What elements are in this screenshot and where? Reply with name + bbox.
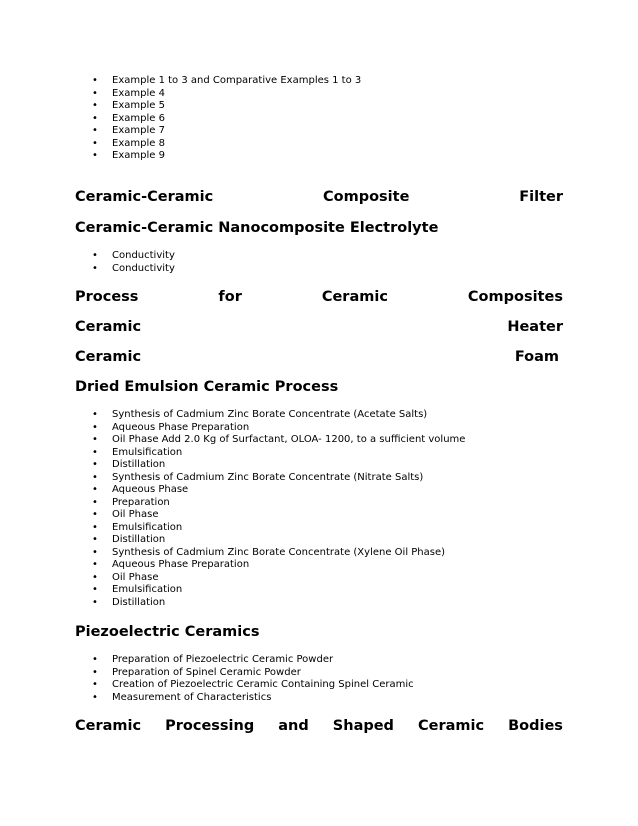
heading-word: Ceramic bbox=[75, 319, 142, 335]
list-item-text: Synthesis of Cadmium Zinc Borate Concentrate (Nitrate Salts) bbox=[112, 471, 424, 483]
bullet-icon: • bbox=[92, 87, 98, 99]
list-item bbox=[0, 597, 465, 610]
bullet-icon: • bbox=[92, 691, 98, 703]
bullet-icon: • bbox=[92, 571, 98, 583]
list-item-text: Synthesis of Cadmium Zinc Borate Concentrate (Xylene Oil Phase) bbox=[112, 546, 446, 558]
list-item bbox=[0, 113, 361, 126]
list-item-text: Oil Phase bbox=[112, 571, 159, 583]
bullet-icon: • bbox=[92, 250, 98, 261]
list-item bbox=[0, 559, 465, 572]
heading-word: Shaped bbox=[332, 718, 394, 734]
list-item bbox=[0, 409, 465, 422]
heading-ceramic-ceramic-composite-filter bbox=[75, 188, 563, 206]
list-item-text: Conductivity bbox=[112, 262, 175, 274]
list-item bbox=[0, 572, 465, 585]
heading-word: Ceramic bbox=[321, 289, 388, 305]
heading-word: Processing bbox=[165, 718, 255, 734]
list-item-text: Example 5 bbox=[112, 100, 165, 111]
heading-word: for bbox=[218, 289, 242, 305]
list-item-text: Synthesis of Cadmium Zinc Borate Concentrate (Acetate Salts) bbox=[112, 409, 428, 420]
list-item-text: Example 4 bbox=[112, 87, 165, 99]
bullet-icon: • bbox=[92, 546, 98, 558]
list-item-text: Distillation bbox=[112, 534, 166, 545]
bullet-icon: • bbox=[92, 262, 98, 274]
list-item bbox=[0, 138, 361, 151]
bullet-icon: • bbox=[92, 584, 98, 595]
heading-word: Filter bbox=[519, 189, 563, 205]
heading-word: Process bbox=[75, 289, 139, 305]
piezoelectric-steps-list bbox=[0, 654, 414, 704]
list-item-text: Distillation bbox=[112, 459, 166, 470]
heading-word: Ceramic bbox=[75, 349, 142, 365]
bullet-icon: • bbox=[92, 112, 98, 124]
list-item bbox=[0, 547, 465, 560]
heading-dried-emulsion-ceramic-process: Dried Emulsion Ceramic Process bbox=[75, 379, 339, 395]
list-item bbox=[0, 667, 414, 680]
list-item bbox=[0, 584, 465, 597]
list-item-text: Example 9 bbox=[112, 150, 165, 161]
list-item bbox=[0, 88, 361, 101]
list-item-text: Preparation bbox=[112, 496, 170, 508]
heading-word: Composites bbox=[467, 289, 563, 305]
list-item bbox=[0, 679, 414, 692]
heading-process-for-ceramic-composites bbox=[75, 288, 563, 306]
bullet-icon: • bbox=[92, 666, 98, 678]
list-item-text: Aqueous Phase bbox=[112, 484, 189, 495]
bullet-icon: • bbox=[92, 459, 98, 470]
heading-word: Ceramic-Ceramic bbox=[75, 189, 214, 205]
list-item-text: Measurement of Characteristics bbox=[112, 691, 272, 703]
examples-list bbox=[0, 75, 361, 163]
heading-word: and bbox=[278, 718, 309, 734]
list-item bbox=[0, 522, 465, 535]
list-item bbox=[0, 484, 465, 497]
list-item-text: Example 6 bbox=[112, 112, 165, 124]
bullet-icon: • bbox=[92, 559, 98, 570]
list-item bbox=[0, 263, 175, 276]
bullet-icon: • bbox=[92, 150, 98, 161]
list-item bbox=[0, 75, 361, 88]
list-item-text: Emulsification bbox=[112, 521, 183, 533]
list-item bbox=[0, 509, 465, 522]
list-item-text: Distillation bbox=[112, 596, 166, 608]
process-steps-list bbox=[0, 409, 465, 609]
heading-piezoelectric-ceramics: Piezoelectric Ceramics bbox=[75, 624, 260, 640]
bullet-icon: • bbox=[92, 137, 98, 149]
heading-ceramic-processing-and-shaped-ceramic-bodies bbox=[75, 717, 563, 735]
bullet-icon: • bbox=[92, 534, 98, 545]
bullet-icon: • bbox=[92, 596, 98, 608]
list-item bbox=[0, 125, 361, 138]
bullet-icon: • bbox=[92, 521, 98, 533]
list-item bbox=[0, 497, 465, 510]
list-item bbox=[0, 534, 465, 547]
list-item-text: Emulsification bbox=[112, 446, 183, 458]
list-item bbox=[0, 459, 465, 472]
bullet-icon: • bbox=[92, 409, 98, 420]
bullet-icon: • bbox=[92, 434, 98, 445]
heading-ceramic-heater bbox=[75, 318, 563, 336]
list-item bbox=[0, 472, 465, 485]
heading-word: Bodies bbox=[508, 718, 563, 734]
bullet-icon: • bbox=[92, 125, 98, 136]
list-item-text: Aqueous Phase Preparation bbox=[112, 421, 250, 433]
list-item-text: Emulsification bbox=[112, 584, 183, 595]
bullet-icon: • bbox=[92, 484, 98, 495]
heading-word: Foam bbox=[514, 349, 559, 365]
list-item bbox=[0, 422, 465, 435]
bullet-icon: • bbox=[92, 679, 98, 690]
bullet-icon: • bbox=[92, 654, 98, 665]
list-item bbox=[0, 250, 175, 263]
heading-ceramic-foam bbox=[75, 348, 559, 366]
heading-nanocomposite-electrolyte: Ceramic-Ceramic Nanocomposite Electrolyte bbox=[75, 220, 439, 236]
list-item-text: Preparation of Spinel Ceramic Powder bbox=[112, 666, 301, 678]
bullet-icon: • bbox=[92, 471, 98, 483]
bullet-icon: • bbox=[92, 100, 98, 111]
bullet-icon: • bbox=[92, 75, 98, 86]
list-item-text: Creation of Piezoelectric Ceramic Containing Spinel Ceramic bbox=[112, 679, 414, 690]
heading-word: Ceramic bbox=[75, 718, 142, 734]
heading-word: Composite bbox=[323, 189, 410, 205]
list-item-text: Oil Phase Add 2.0 Kg of Surfactant, OLOA- 1200, to a sufficient volume bbox=[112, 434, 466, 445]
list-item bbox=[0, 654, 414, 667]
list-item bbox=[0, 100, 361, 113]
bullet-icon: • bbox=[92, 446, 98, 458]
list-item-text: Example 7 bbox=[112, 125, 165, 136]
bullet-icon: • bbox=[92, 509, 98, 520]
heading-word: Ceramic bbox=[417, 718, 485, 734]
list-item bbox=[0, 692, 414, 705]
bullet-icon: • bbox=[92, 496, 98, 508]
list-item-text: Conductivity bbox=[112, 250, 175, 261]
conductivity-list bbox=[0, 250, 175, 275]
list-item bbox=[0, 447, 465, 460]
list-item bbox=[0, 434, 465, 447]
list-item-text: Preparation of Piezoelectric Ceramic Powder bbox=[112, 654, 334, 665]
list-item-text: Aqueous Phase Preparation bbox=[112, 559, 250, 570]
list-item-text: Example 8 bbox=[112, 137, 165, 149]
heading-word: Heater bbox=[507, 319, 563, 335]
bullet-icon: • bbox=[92, 421, 98, 433]
list-item-text: Oil Phase bbox=[112, 509, 159, 520]
list-item-text: Example 1 to 3 and Comparative Examples 1 to 3 bbox=[112, 75, 362, 86]
list-item bbox=[0, 150, 361, 163]
